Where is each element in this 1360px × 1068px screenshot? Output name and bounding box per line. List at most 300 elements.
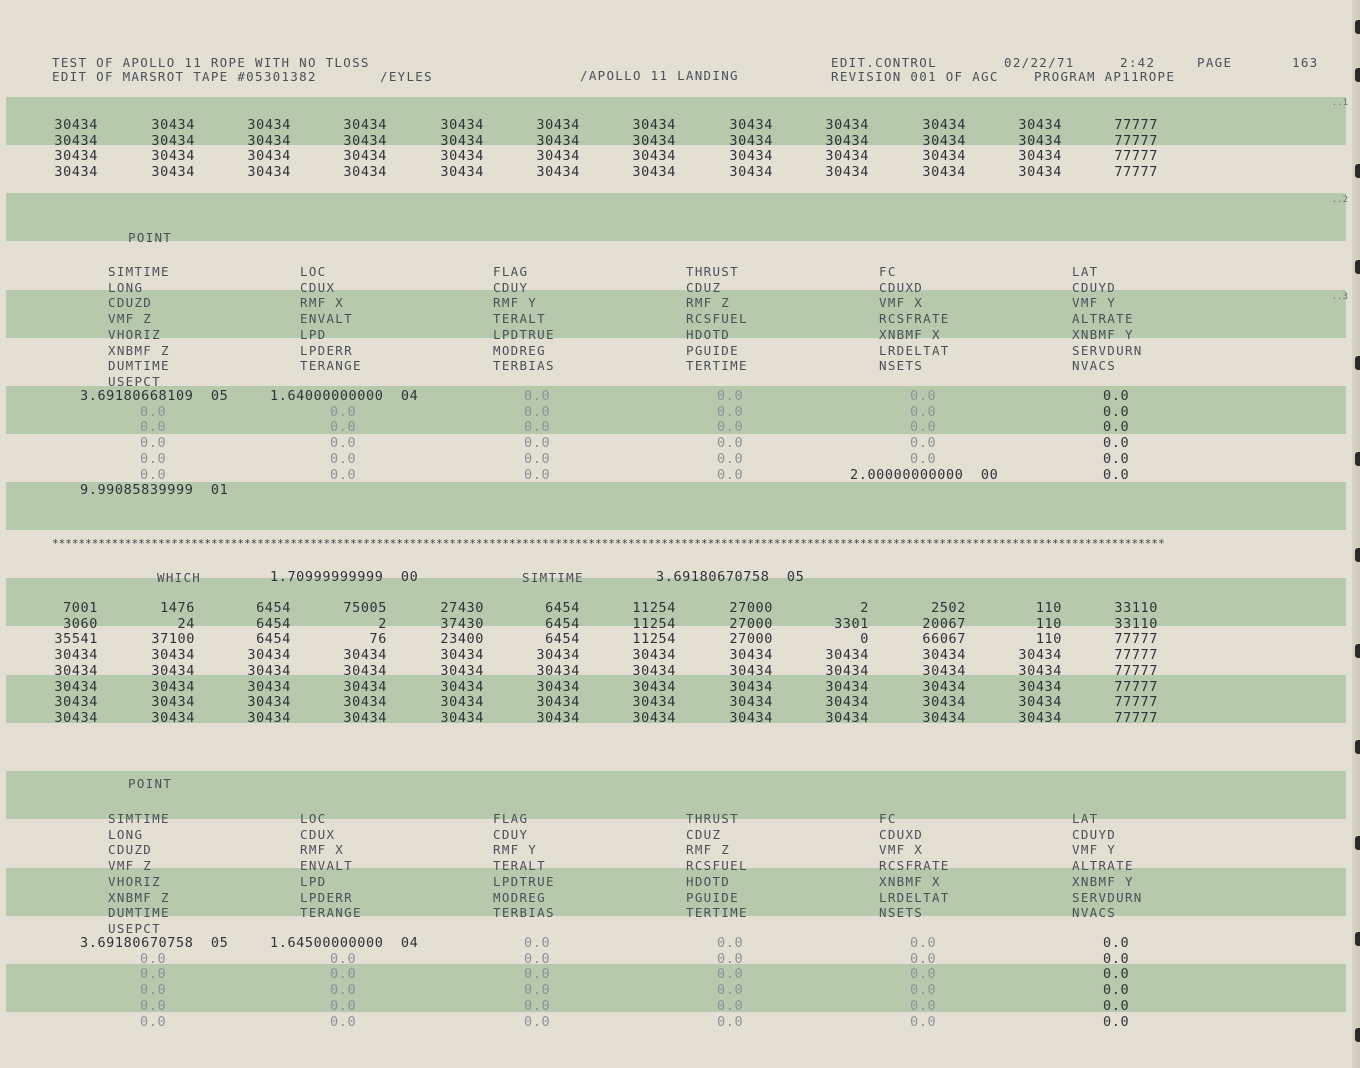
octal-cell: 30434 xyxy=(632,148,676,164)
field-name: RCSFRATE xyxy=(879,858,950,873)
header-program: PROGRAM AP11ROPE xyxy=(1034,69,1176,84)
octal-cell: 77777 xyxy=(1114,710,1158,726)
field-name: MODREG xyxy=(493,343,546,358)
octal-cell: 77777 xyxy=(1114,663,1158,679)
octal-cell: 6454 xyxy=(256,600,291,616)
tractor-hole xyxy=(1355,68,1360,82)
separator-line: ************************************************************************************************************************************************************************ xyxy=(52,537,1165,550)
field-name: ALTRATE xyxy=(1072,858,1134,873)
field-value: 0.0 xyxy=(140,998,167,1014)
octal-cell: 30434 xyxy=(729,679,773,695)
octal-cell: 30434 xyxy=(1018,710,1062,726)
field-name: CDUYD xyxy=(1072,280,1117,295)
octal-cell: 30434 xyxy=(922,148,966,164)
field-name: CDUZ xyxy=(686,280,722,295)
field-name: XNBMF X xyxy=(879,874,941,889)
field-name: HDOTD xyxy=(686,327,731,342)
octal-cell: 30434 xyxy=(247,679,291,695)
header-title-2: EDIT OF MARSROT TAPE #05301382 xyxy=(52,69,317,84)
octal-cell: 30434 xyxy=(54,133,98,149)
octal-cell: 30434 xyxy=(54,164,98,180)
field-value: 0.0 xyxy=(717,935,744,951)
field-value: 0.0 xyxy=(524,951,551,967)
octal-cell: 30434 xyxy=(729,694,773,710)
field-value: 0.0 xyxy=(1103,467,1130,483)
octal-cell: 30434 xyxy=(1018,133,1062,149)
field-name: LPDTRUE xyxy=(493,874,555,889)
octal-cell: 77777 xyxy=(1114,631,1158,647)
field-name: LONG xyxy=(108,280,144,295)
octal-cell: 11254 xyxy=(632,600,676,616)
field-name: DUMTIME xyxy=(108,905,170,920)
point-label: POINT xyxy=(128,230,173,245)
simtime-value: 3.69180670758 05 xyxy=(656,569,805,585)
octal-cell: 2 xyxy=(378,616,387,632)
octal-cell: 30434 xyxy=(54,694,98,710)
field-value: 0.0 xyxy=(1103,982,1130,998)
octal-cell: 77777 xyxy=(1114,164,1158,180)
octal-cell: 77777 xyxy=(1114,117,1158,133)
octal-cell: 30434 xyxy=(343,148,387,164)
tractor-hole xyxy=(1355,644,1360,658)
field-name: VMF Z xyxy=(108,858,153,873)
field-value: 0.0 xyxy=(910,982,937,998)
field-value: 0.0 xyxy=(1103,451,1130,467)
tractor-hole xyxy=(1355,164,1360,178)
field-name: NSETS xyxy=(879,905,924,920)
octal-cell: 30434 xyxy=(729,148,773,164)
field-value: 0.0 xyxy=(330,1014,357,1030)
field-value: 0.0 xyxy=(1103,388,1130,404)
field-name: USEPCT xyxy=(108,374,161,389)
field-value: 0.0 xyxy=(140,419,167,435)
octal-cell: 30434 xyxy=(922,117,966,133)
field-value: 0.0 xyxy=(140,982,167,998)
field-value: 0.0 xyxy=(524,451,551,467)
field-value: 0.0 xyxy=(717,1014,744,1030)
octal-cell: 30434 xyxy=(440,710,484,726)
octal-cell: 27430 xyxy=(440,600,484,616)
octal-cell: 30434 xyxy=(440,694,484,710)
field-name: CDUY xyxy=(493,280,529,295)
field-value: 0.0 xyxy=(330,966,357,982)
field-name: TERANGE xyxy=(300,905,362,920)
octal-cell: 30434 xyxy=(632,164,676,180)
octal-cell: 24 xyxy=(177,616,195,632)
octal-cell: 30434 xyxy=(247,694,291,710)
field-value: 0.0 xyxy=(1103,419,1130,435)
octal-cell: 30434 xyxy=(632,694,676,710)
octal-cell: 30434 xyxy=(632,679,676,695)
header-user: /EYLES xyxy=(380,69,433,84)
octal-cell: 30434 xyxy=(536,663,580,679)
tractor-hole xyxy=(1355,1028,1360,1042)
field-value: 0.0 xyxy=(330,982,357,998)
octal-cell: 30434 xyxy=(825,647,869,663)
field-name: SERVDURN xyxy=(1072,890,1143,905)
header-page-label: PAGE xyxy=(1197,55,1233,70)
field-value: 0.0 xyxy=(717,435,744,451)
octal-cell: 30434 xyxy=(440,663,484,679)
field-value: 0.0 xyxy=(330,451,357,467)
octal-cell: 37430 xyxy=(440,616,484,632)
field-name: RCSFRATE xyxy=(879,311,950,326)
field-value: 3.69180668109 05 xyxy=(80,388,229,404)
octal-cell: 30434 xyxy=(632,117,676,133)
octal-cell: 30434 xyxy=(729,663,773,679)
field-value: 0.0 xyxy=(910,451,937,467)
field-value: 3.69180670758 05 xyxy=(80,935,229,951)
field-value: 0.0 xyxy=(330,467,357,483)
octal-cell: 30434 xyxy=(922,694,966,710)
octal-cell: 30434 xyxy=(247,164,291,180)
octal-cell: 1476 xyxy=(160,600,195,616)
octal-cell: 30434 xyxy=(922,663,966,679)
field-name: LPDERR xyxy=(300,890,353,905)
field-value: 0.0 xyxy=(524,404,551,420)
octal-cell: 2 xyxy=(860,600,869,616)
field-value: 0.0 xyxy=(717,966,744,982)
field-value: 0.0 xyxy=(1103,404,1130,420)
tractor-hole xyxy=(1355,356,1360,370)
tractor-hole xyxy=(1355,932,1360,946)
octal-cell: 30434 xyxy=(825,148,869,164)
field-value: 0.0 xyxy=(524,388,551,404)
octal-cell: 30434 xyxy=(825,710,869,726)
octal-cell: 30434 xyxy=(343,663,387,679)
octal-cell: 30434 xyxy=(54,663,98,679)
field-name: XNBMF Y xyxy=(1072,327,1134,342)
header-mission: /APOLLO 11 LANDING xyxy=(580,68,739,83)
field-name: CDUXD xyxy=(879,280,924,295)
octal-cell: 30434 xyxy=(825,663,869,679)
octal-cell: 77777 xyxy=(1114,647,1158,663)
field-value: 0.0 xyxy=(717,467,744,483)
field-value: 0.0 xyxy=(910,966,937,982)
margin-mark: ..1 xyxy=(1331,98,1348,108)
octal-cell: 30434 xyxy=(54,710,98,726)
tractor-hole xyxy=(1355,452,1360,466)
octal-cell: 30434 xyxy=(54,117,98,133)
octal-cell: 30434 xyxy=(151,694,195,710)
field-value: 0.0 xyxy=(717,451,744,467)
field-name: RMF Z xyxy=(686,295,731,310)
octal-cell: 110 xyxy=(1035,600,1062,616)
field-value: 0.0 xyxy=(1103,951,1130,967)
field-value: 0.0 xyxy=(910,935,937,951)
field-name: RCSFUEL xyxy=(686,311,748,326)
field-name: RMF X xyxy=(300,842,345,857)
octal-cell: 30434 xyxy=(343,117,387,133)
field-value: 0.0 xyxy=(1103,1014,1130,1030)
octal-cell: 77777 xyxy=(1114,148,1158,164)
octal-cell: 30434 xyxy=(729,710,773,726)
octal-cell: 30434 xyxy=(729,117,773,133)
which-label: WHICH xyxy=(157,570,202,585)
field-value: 0.0 xyxy=(717,388,744,404)
octal-cell: 75005 xyxy=(343,600,387,616)
field-value: 0.0 xyxy=(717,419,744,435)
field-name: ENVALT xyxy=(300,311,353,326)
octal-cell: 30434 xyxy=(247,647,291,663)
field-value: 0.0 xyxy=(717,951,744,967)
field-name: DUMTIME xyxy=(108,358,170,373)
field-name: CDUZ xyxy=(686,827,722,842)
octal-cell: 6454 xyxy=(256,631,291,647)
field-value: 0.0 xyxy=(717,998,744,1014)
field-value: 0.0 xyxy=(1103,435,1130,451)
field-name: RCSFUEL xyxy=(686,858,748,873)
octal-cell: 3301 xyxy=(834,616,869,632)
octal-cell: 30434 xyxy=(343,694,387,710)
octal-cell: 30434 xyxy=(440,647,484,663)
octal-cell: 30434 xyxy=(54,679,98,695)
field-name: PGUIDE xyxy=(686,343,739,358)
octal-cell: 30434 xyxy=(440,117,484,133)
octal-cell: 30434 xyxy=(1018,148,1062,164)
field-value: 0.0 xyxy=(524,419,551,435)
octal-cell: 30434 xyxy=(151,133,195,149)
green-band xyxy=(6,771,1346,819)
field-value: 0.0 xyxy=(717,982,744,998)
field-name: RMF Z xyxy=(686,842,731,857)
octal-cell: 30434 xyxy=(440,133,484,149)
octal-cell: 30434 xyxy=(536,679,580,695)
field-name: VHORIZ xyxy=(108,874,161,889)
field-value: 0.0 xyxy=(524,935,551,951)
field-name: TERALT xyxy=(493,311,546,326)
octal-cell: 30434 xyxy=(825,117,869,133)
field-value: 2.00000000000 00 xyxy=(850,467,999,483)
field-name: THRUST xyxy=(686,811,739,826)
octal-cell: 35541 xyxy=(54,631,98,647)
octal-cell: 30434 xyxy=(247,663,291,679)
octal-cell: 6454 xyxy=(545,631,580,647)
octal-cell: 30434 xyxy=(247,710,291,726)
field-name: ALTRATE xyxy=(1072,311,1134,326)
field-value: 0.0 xyxy=(140,404,167,420)
field-name: XNBMF Z xyxy=(108,890,170,905)
header-date: 02/22/71 xyxy=(1004,55,1075,70)
field-name: FLAG xyxy=(493,264,529,279)
field-value: 0.0 xyxy=(140,951,167,967)
field-name: VMF Z xyxy=(108,311,153,326)
field-value: 0.0 xyxy=(1103,998,1130,1014)
margin-mark: ..2 xyxy=(1331,195,1348,205)
field-name: SIMTIME xyxy=(108,264,170,279)
octal-cell: 30434 xyxy=(922,679,966,695)
octal-cell: 30434 xyxy=(536,710,580,726)
field-name: LPD xyxy=(300,327,327,342)
octal-cell: 30434 xyxy=(343,710,387,726)
field-name: XNBMF Z xyxy=(108,343,170,358)
point-label: POINT xyxy=(128,776,173,791)
field-name: LRDELTAT xyxy=(879,890,950,905)
octal-cell: 20067 xyxy=(922,616,966,632)
octal-cell: 30434 xyxy=(54,647,98,663)
octal-cell: 30434 xyxy=(729,647,773,663)
field-name: VHORIZ xyxy=(108,327,161,342)
tractor-hole xyxy=(1355,260,1360,274)
field-name: TERBIAS xyxy=(493,905,555,920)
octal-cell: 30434 xyxy=(54,148,98,164)
octal-cell: 30434 xyxy=(151,710,195,726)
octal-cell: 2502 xyxy=(931,600,966,616)
field-value: 0.0 xyxy=(910,388,937,404)
octal-cell: 30434 xyxy=(1018,117,1062,133)
field-value: 0.0 xyxy=(1103,966,1130,982)
header-time: 2:42 xyxy=(1120,55,1156,70)
octal-cell: 11254 xyxy=(632,631,676,647)
octal-cell: 30434 xyxy=(922,647,966,663)
which-value: 1.70999999999 00 xyxy=(270,569,419,585)
field-value: 0.0 xyxy=(524,467,551,483)
octal-cell: 23400 xyxy=(440,631,484,647)
field-name: CDUZD xyxy=(108,295,153,310)
field-value: 1.64000000000 04 xyxy=(270,388,419,404)
header-page-number: 163 xyxy=(1292,55,1319,70)
octal-cell: 30434 xyxy=(536,647,580,663)
field-name: RMF Y xyxy=(493,295,538,310)
octal-cell: 30434 xyxy=(247,117,291,133)
green-band xyxy=(6,964,1346,1012)
octal-cell: 30434 xyxy=(247,133,291,149)
octal-cell: 110 xyxy=(1035,616,1062,632)
octal-cell: 7001 xyxy=(63,600,98,616)
octal-cell: 33110 xyxy=(1114,600,1158,616)
field-name: PGUIDE xyxy=(686,890,739,905)
field-value: 0.0 xyxy=(524,966,551,982)
field-name: ENVALT xyxy=(300,858,353,873)
octal-cell: 6454 xyxy=(256,616,291,632)
octal-cell: 30434 xyxy=(1018,694,1062,710)
field-value: 0.0 xyxy=(524,998,551,1014)
octal-cell: 30434 xyxy=(343,647,387,663)
field-name: VMF X xyxy=(879,295,924,310)
field-value: 0.0 xyxy=(717,404,744,420)
field-name: RMF Y xyxy=(493,842,538,857)
octal-cell: 11254 xyxy=(632,616,676,632)
field-value: 0.0 xyxy=(140,966,167,982)
octal-cell: 30434 xyxy=(1018,679,1062,695)
tractor-edge xyxy=(1352,0,1360,1068)
field-name: HDOTD xyxy=(686,874,731,889)
field-name: TERANGE xyxy=(300,358,362,373)
octal-cell: 30434 xyxy=(632,710,676,726)
field-name: LPD xyxy=(300,874,327,889)
green-band xyxy=(6,290,1346,338)
octal-cell: 30434 xyxy=(729,133,773,149)
octal-cell: 30434 xyxy=(825,694,869,710)
field-name: VMF Y xyxy=(1072,842,1117,857)
field-value: 1.64500000000 04 xyxy=(270,935,419,951)
field-name: LOC xyxy=(300,811,327,826)
field-name: LAT xyxy=(1072,264,1099,279)
header-revision: REVISION 001 OF AGC xyxy=(831,69,999,84)
octal-cell: 30434 xyxy=(151,148,195,164)
field-name: NSETS xyxy=(879,358,924,373)
field-value: 0.0 xyxy=(524,1014,551,1030)
field-value: 0.0 xyxy=(910,435,937,451)
header-title-1: TEST OF APOLLO 11 ROPE WITH NO TLOSS xyxy=(52,55,370,70)
field-value: 0.0 xyxy=(330,404,357,420)
field-value: 0.0 xyxy=(330,998,357,1014)
field-name: NVACS xyxy=(1072,905,1117,920)
octal-cell: 30434 xyxy=(922,710,966,726)
field-name: CDUZD xyxy=(108,842,153,857)
octal-cell: 76 xyxy=(369,631,387,647)
margin-mark: ..3 xyxy=(1331,292,1348,302)
field-name: MODREG xyxy=(493,890,546,905)
field-name: VMF Y xyxy=(1072,295,1117,310)
tractor-hole xyxy=(1355,20,1360,34)
octal-cell: 3060 xyxy=(63,616,98,632)
octal-cell: 6454 xyxy=(545,600,580,616)
simtime-label: SIMTIME xyxy=(522,570,584,585)
field-value: 0.0 xyxy=(330,435,357,451)
green-band xyxy=(6,193,1346,241)
field-name: TERBIAS xyxy=(493,358,555,373)
field-value: 0.0 xyxy=(910,404,937,420)
field-name: CDUXD xyxy=(879,827,924,842)
field-name: THRUST xyxy=(686,264,739,279)
field-name: CDUX xyxy=(300,280,336,295)
octal-cell: 30434 xyxy=(151,679,195,695)
field-value: 0.0 xyxy=(910,1014,937,1030)
field-name: XNBMF X xyxy=(879,327,941,342)
octal-cell: 27000 xyxy=(729,631,773,647)
octal-cell: 30434 xyxy=(536,133,580,149)
field-name: CDUYD xyxy=(1072,827,1117,842)
field-value: 0.0 xyxy=(1103,935,1130,951)
octal-cell: 30434 xyxy=(536,148,580,164)
octal-cell: 30434 xyxy=(729,164,773,180)
octal-cell: 30434 xyxy=(1018,164,1062,180)
field-name: LPDTRUE xyxy=(493,327,555,342)
field-name: LRDELTAT xyxy=(879,343,950,358)
octal-cell: 30434 xyxy=(343,164,387,180)
octal-cell: 77777 xyxy=(1114,133,1158,149)
field-name: RMF X xyxy=(300,295,345,310)
field-name: NVACS xyxy=(1072,358,1117,373)
field-value: 0.0 xyxy=(330,419,357,435)
field-value: 0.0 xyxy=(330,951,357,967)
field-value: 0.0 xyxy=(910,998,937,1014)
octal-cell: 30434 xyxy=(536,694,580,710)
octal-cell: 30434 xyxy=(632,133,676,149)
octal-cell: 30434 xyxy=(536,117,580,133)
octal-cell: 30434 xyxy=(343,679,387,695)
field-value: 0.0 xyxy=(524,435,551,451)
field-value: 0.0 xyxy=(140,467,167,483)
octal-cell: 30434 xyxy=(1018,663,1062,679)
octal-cell: 27000 xyxy=(729,600,773,616)
octal-cell: 30434 xyxy=(825,679,869,695)
field-name: SIMTIME xyxy=(108,811,170,826)
header-control: EDIT.CONTROL xyxy=(831,55,937,70)
tractor-hole xyxy=(1355,836,1360,850)
octal-cell: 30434 xyxy=(825,164,869,180)
octal-cell: 30434 xyxy=(536,164,580,180)
octal-cell: 37100 xyxy=(151,631,195,647)
octal-cell: 30434 xyxy=(825,133,869,149)
octal-cell: 0 xyxy=(860,631,869,647)
field-value: 0.0 xyxy=(524,982,551,998)
field-name: XNBMF Y xyxy=(1072,874,1134,889)
octal-cell: 66067 xyxy=(922,631,966,647)
field-name: LONG xyxy=(108,827,144,842)
field-name: TERTIME xyxy=(686,905,748,920)
